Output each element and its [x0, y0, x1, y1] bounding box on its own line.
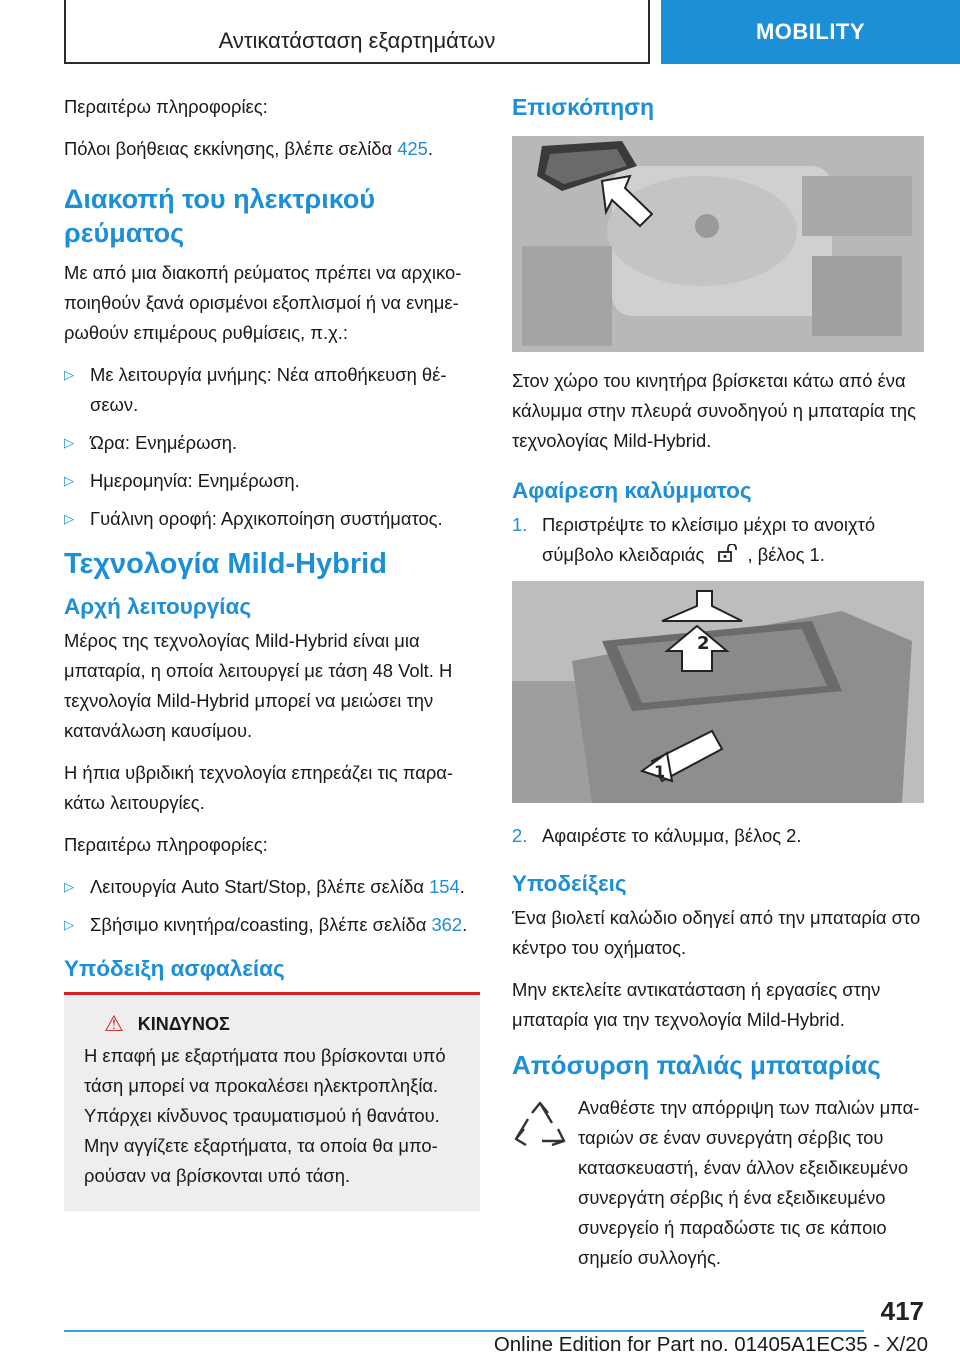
header-section-tab[interactable]: MOBILITY	[661, 0, 960, 64]
triangle-bullet-icon: ▷	[64, 511, 74, 526]
further-info-label: Περαιτέρω πληροφορίες:	[64, 96, 268, 117]
danger-title: ΚΙΝΔΥΝΟΣ	[137, 1013, 230, 1034]
triangle-bullet-icon: ▷	[64, 435, 74, 450]
jump-start-ref: Πόλοι βοήθειας εκκίνησης, βλέπε σελίδα 425.	[64, 138, 433, 159]
notes-text-1: Ένα βιολετί καλώδιο οδηγεί από την μπαταρία στο κέντρο του οχήματος.	[512, 907, 921, 959]
triangle-bullet-icon: ▷	[64, 917, 74, 932]
heading-disposal: Απόσυρση παλιάς μπαταρίας	[512, 1050, 881, 1081]
list-item: ▷ Ώρα: Ενημέρωση.	[64, 428, 480, 458]
list-item: ▷ Γυάλινη οροφή: Αρχικοποίηση συστήματος.	[64, 504, 480, 534]
list-item: ▷ Ημερομηνία: Ενημέρωση.	[64, 466, 480, 496]
triangle-bullet-icon: ▷	[64, 879, 74, 894]
heading-safety: Υπόδειξη ασφαλείας	[64, 956, 285, 981]
unlock-icon	[717, 541, 739, 571]
disposal-text: Αναθέστε την απόρριψη των παλιών μπαταριών σε έναν συνεργάτη σέρβις του κατασκευαστή, έναν άλλον εξειδικευμένο συνεργάτη σέρβις ή ένα εξειδικευμένο συνεργείο ή παραδώστε τις σε κάποιο σημείο συλλογής.	[578, 1097, 920, 1269]
right-column	[512, 92, 924, 1273]
engine-bay-illustration	[512, 136, 924, 352]
further-info-label-2: Περαιτέρω πληροφορίες:	[64, 834, 268, 855]
heading-mild-hybrid: Τεχνολογία Mild-Hybrid	[64, 548, 387, 580]
principle-text-1: Μέρος της τεχνολογίας Mild-Hybrid είναι μια μπαταρία, η οποία λειτουργεί με τάση 48 Volt. Η τεχνολογία Mild-Hybrid μπορεί να μειώσει την κατανάλωση καυσίμου.	[64, 630, 453, 741]
heading-power-interruption: Διακοπή του ηλεκτρικού ρεύματος	[64, 184, 376, 248]
heading-notes: Υποδείξεις	[512, 871, 627, 897]
figure-label-2: 2	[697, 633, 710, 655]
battery-cover-illustration	[512, 581, 924, 803]
page-number: 417	[880, 1296, 924, 1326]
header-title: Αντικατάσταση εξαρτημάτων	[218, 28, 496, 53]
left-column	[64, 92, 480, 1211]
danger-box	[64, 995, 480, 1211]
disposal-block	[512, 1093, 924, 1273]
step-item: 1. Περιστρέψτε το κλείσιμο μέχρι το ανοιχτό σύμβολο κλειδαριάς , βέλος 1.	[512, 510, 924, 571]
heading-overview: Επισκόπηση	[512, 94, 654, 120]
list-item: ▷ Με λειτουργία μνήμης: Νέα αποθήκευση θέσεων.	[64, 360, 480, 420]
heading-principle: Αρχή λειτουργίας	[64, 594, 252, 619]
footer-divider	[64, 1330, 864, 1332]
recycle-icon	[512, 1099, 568, 1155]
engine-bay-photo	[512, 136, 924, 352]
figure-label-1: 1	[654, 762, 666, 782]
heading-remove-cover: Αφαίρεση καλύμματος	[512, 478, 752, 503]
list-item: ▷ Σβήσιμο κινητήρα/coasting, βλέπε σελίδα 362.	[64, 910, 480, 940]
danger-text: Η επαφή με εξαρτήματα που βρίσκονται υπό τάση μπορεί να προκαλέσει ηλεκτροπληξία. Υπάρχει κίνδυνος τραυματισμού ή θανάτου. Μην αγγίζετε εξαρτήματα, τα οποία θα μπορούσαν να βρίσκονται υπό τάση.	[84, 1045, 446, 1186]
triangle-bullet-icon: ▷	[64, 367, 74, 382]
reference-list	[64, 872, 480, 940]
steps-list-1	[512, 510, 924, 571]
power-text: Με από μια διακοπή ρεύματος πρέπει να αρχικοποιηθούν ξανά ορισμένοι εξοπλισμοί ή να ενημερωθούν επιμέρους ρυθμίσεις, π.χ.:	[64, 262, 462, 343]
warning-triangle-icon: ⚠	[104, 1011, 124, 1036]
page-link-154[interactable]: 154	[429, 876, 460, 897]
overview-text: Στον χώρο του κινητήρα βρίσκεται κάτω από ένα κάλυμμα στην πλευρά συνοδηγού η μπαταρία της τεχνολογίας Mild-Hybrid.	[512, 370, 917, 451]
power-list	[64, 360, 480, 534]
steps-list-2	[512, 821, 924, 851]
page-link-425[interactable]: 425	[397, 138, 428, 159]
notes-text-2: Μην εκτελείτε αντικατάσταση ή εργασίες στην μπαταρία για την τεχνολογία Mild-Hybrid.	[512, 979, 881, 1031]
list-item: ▷ Λειτουργία Auto Start/Stop, βλέπε σελίδα 154.	[64, 872, 480, 902]
step-item: 2. Αφαιρέστε το κάλυμμα, βέλος 2.	[512, 825, 802, 847]
battery-cover-photo	[512, 581, 924, 803]
triangle-bullet-icon: ▷	[64, 473, 74, 488]
principle-text-2: Η ήπια υβριδική τεχνολογία επηρεάζει τις παρακάτω λειτουργίες.	[64, 762, 454, 813]
page-link-362[interactable]: 362	[431, 914, 463, 935]
footer-edition: Online Edition for Part no. 01405A1EC35 - X/20	[493, 1333, 928, 1356]
